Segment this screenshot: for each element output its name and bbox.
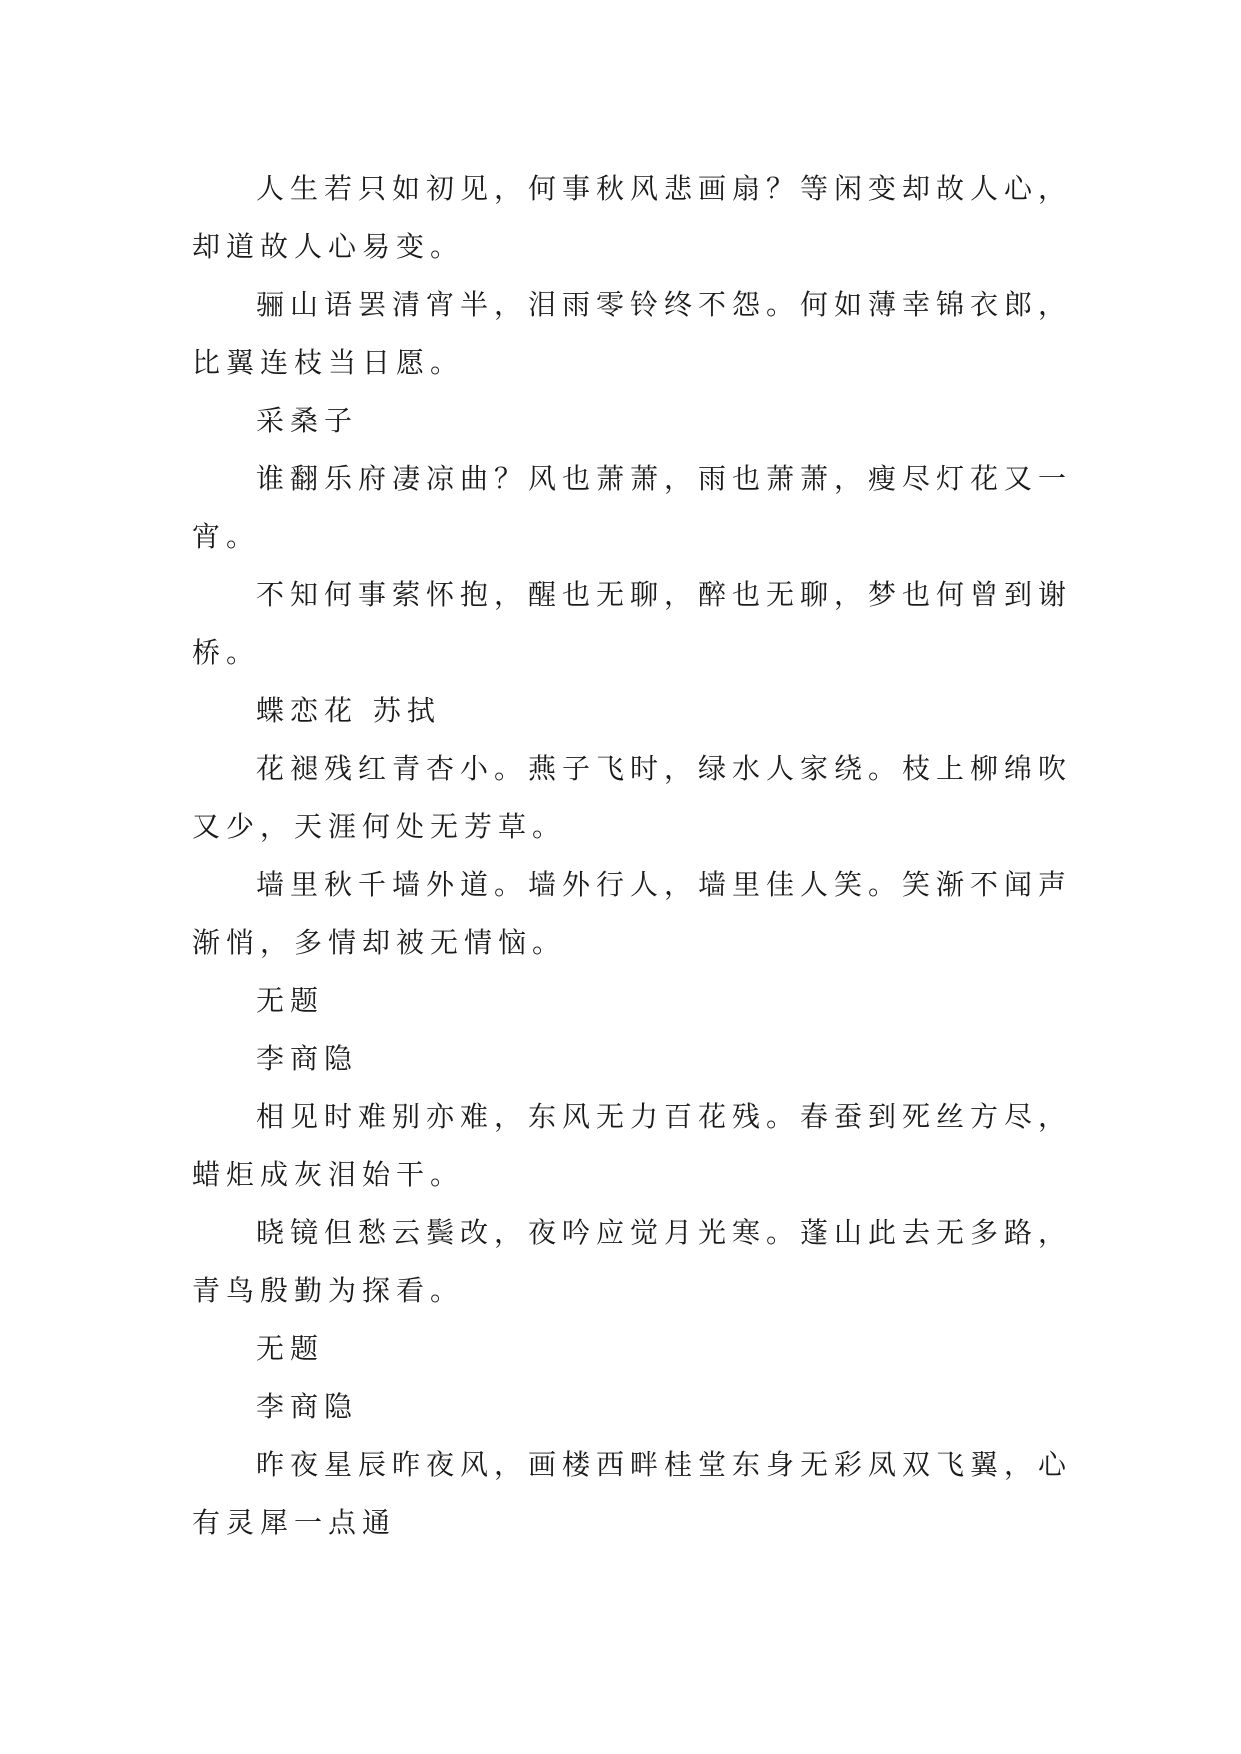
poem-title: 无题 xyxy=(256,1332,325,1365)
poem-author: 李商隐 xyxy=(256,1390,359,1423)
paragraph-poem-line: 昨夜星辰昨夜风，画楼西畔桂堂东身无彩凤双飞翼，心有灵犀一点通 xyxy=(192,1448,1073,1539)
poem-title: 采桑子 xyxy=(256,404,359,437)
paragraph-poem-line: 骊山语罢清宵半，泪雨零铃终不怨。何如薄幸锦衣郎，比翼连枝当日愿。 xyxy=(192,288,1073,379)
paragraph-poem-line: 相见时难别亦难，东风无力百花残。春蚕到死丝方尽，蜡炬成灰泪始干。 xyxy=(192,1100,1073,1191)
document-body xyxy=(192,160,1072,1552)
poem-title: 无题 xyxy=(256,984,325,1017)
paragraph-poem-line: 晓镜但愁云鬓改，夜吟应觉月光寒。蓬山此去无多路，青鸟殷勤为探看。 xyxy=(192,1216,1073,1307)
paragraph-poem-line: 人生若只如初见，何事秋风悲画扇？等闲变却故人心，却道故人心易变。 xyxy=(192,172,1073,263)
paragraph-poem-line: 谁翻乐府凄凉曲？风也萧萧，雨也萧萧，瘦尽灯花又一宵。 xyxy=(192,462,1073,553)
paragraph-poem-line: 墙里秋千墙外道。墙外行人，墙里佳人笑。笑渐不闻声渐悄，多情却被无情恼。 xyxy=(192,868,1073,959)
poem-author: 李商隐 xyxy=(256,1042,359,1075)
paragraph-poem-line: 不知何事萦怀抱，醒也无聊，醉也无聊，梦也何曾到谢桥。 xyxy=(192,578,1073,669)
poem-title-author: 蝶恋花 苏拭 xyxy=(256,694,441,727)
paragraph-poem-line: 花褪残红青杏小。燕子飞时，绿水人家绕。枝上柳绵吹又少，天涯何处无芳草。 xyxy=(192,752,1073,843)
